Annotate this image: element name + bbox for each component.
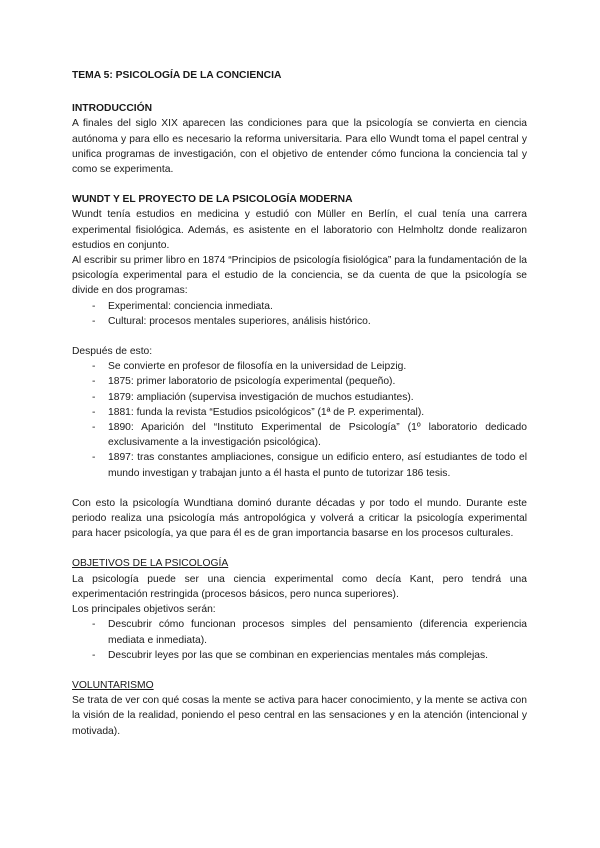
intro-paragraph: A finales del siglo XIX aparecen las condiciones para que la psicología se convierta en ciencia autónoma y para ello es necesario la reforma universitaria. Para ello Wundt toma el papel central y unifica programas de investigación, con el objetivo de entender cómo funciona la conciencia tal y como se experimenta. [72, 118, 527, 176]
list-item: - Cultural: procesos mentales superiores, análisis histórico. [72, 314, 527, 329]
list-item: - 1890: Aparición del “Instituto Experimental de Psicología” (1º laboratorio dedicado exclusivamente a la investigación psicológica). [72, 420, 527, 450]
list-item: - 1881: funda la revista “Estudios psicológicos” (1ª de P. experimental). [72, 405, 527, 420]
list-item: - 1879: ampliación (supervisa investigación de muchos estudiantes). [72, 390, 527, 405]
section-heading-introduccion: INTRODUCCIÓN [72, 103, 153, 115]
objetivos-paragraph-2: Los principales objetivos serán: [72, 604, 216, 616]
after-label: Después de esto: [72, 346, 153, 358]
section-heading-voluntarismo: VOLUNTARISMO [72, 679, 154, 691]
objetivos-list [72, 617, 527, 663]
timeline-list [72, 359, 527, 481]
wundt-paragraph-1: Wundt tenía estudios en medicina y estudió con Müller en Berlín, el cual tenía una carrera experimental fisiológica. Además, es asistente en el laboratorio con Helmholtz donde realizaron estudios en conjunto. [72, 209, 527, 251]
programs-list [72, 299, 527, 329]
list-item: - Descubrir cómo funcionan procesos simples del pensamiento (diferencia experiencia mediata e inmediata). [72, 617, 527, 647]
section-heading-wundt: WUNDT Y EL PROYECTO DE LA PSICOLOGÍA MODERNA [72, 194, 353, 206]
list-item: - 1875: primer laboratorio de psicología experimental (pequeño). [72, 374, 527, 389]
page-title: TEMA 5: PSICOLOGÍA DE LA CONCIENCIA [72, 70, 282, 81]
conclusion-paragraph: Con esto la psicología Wundtiana dominó durante décadas y por todo el mundo. Durante este periodo realiza una psicología más antropológica y volverá a criticar la psicología experimental para hacer psicología, ya que para él es de gran importancia basarse en los procesos culturales. [72, 497, 527, 540]
document-body [72, 68, 527, 739]
list-item: - Experimental: conciencia inmediata. [72, 299, 527, 314]
section-heading-objetivos: OBJETIVOS DE LA PSICOLOGÍA [72, 558, 229, 570]
list-item: - 1897: tras constantes ampliaciones, consigue un edificio entero, así estudiantes de todo el mundo investigan y trabajan junto a él hasta el punto de tutorizar 186 tesis. [72, 450, 527, 480]
list-item: - Se convierte en profesor de filosofía en la universidad de Leipzig. [72, 359, 527, 374]
wundt-paragraph-2: Al escribir su primer libro en 1874 “Principios de psicología fisiológica” para la fundamentación de la psicología experimental para el estudio de la conciencia, se da cuenta de que la psicología se divide en dos programas: [72, 255, 528, 297]
objetivos-paragraph-1: La psicología puede ser una ciencia experimental como decía Kant, pero tendrá una experimentación restringida (procesos básicos, pero nunca superiores). [72, 573, 527, 600]
list-item: - Descubrir leyes por las que se combinan en experiencias mentales más complejas. [72, 648, 527, 663]
voluntarismo-paragraph: Se trata de ver con qué cosas la mente se activa para hacer conocimiento, y la mente se activa con la visión de la realidad, poniendo el peso central en las sensaciones y en la atención (intencional y motivada). [72, 695, 527, 737]
